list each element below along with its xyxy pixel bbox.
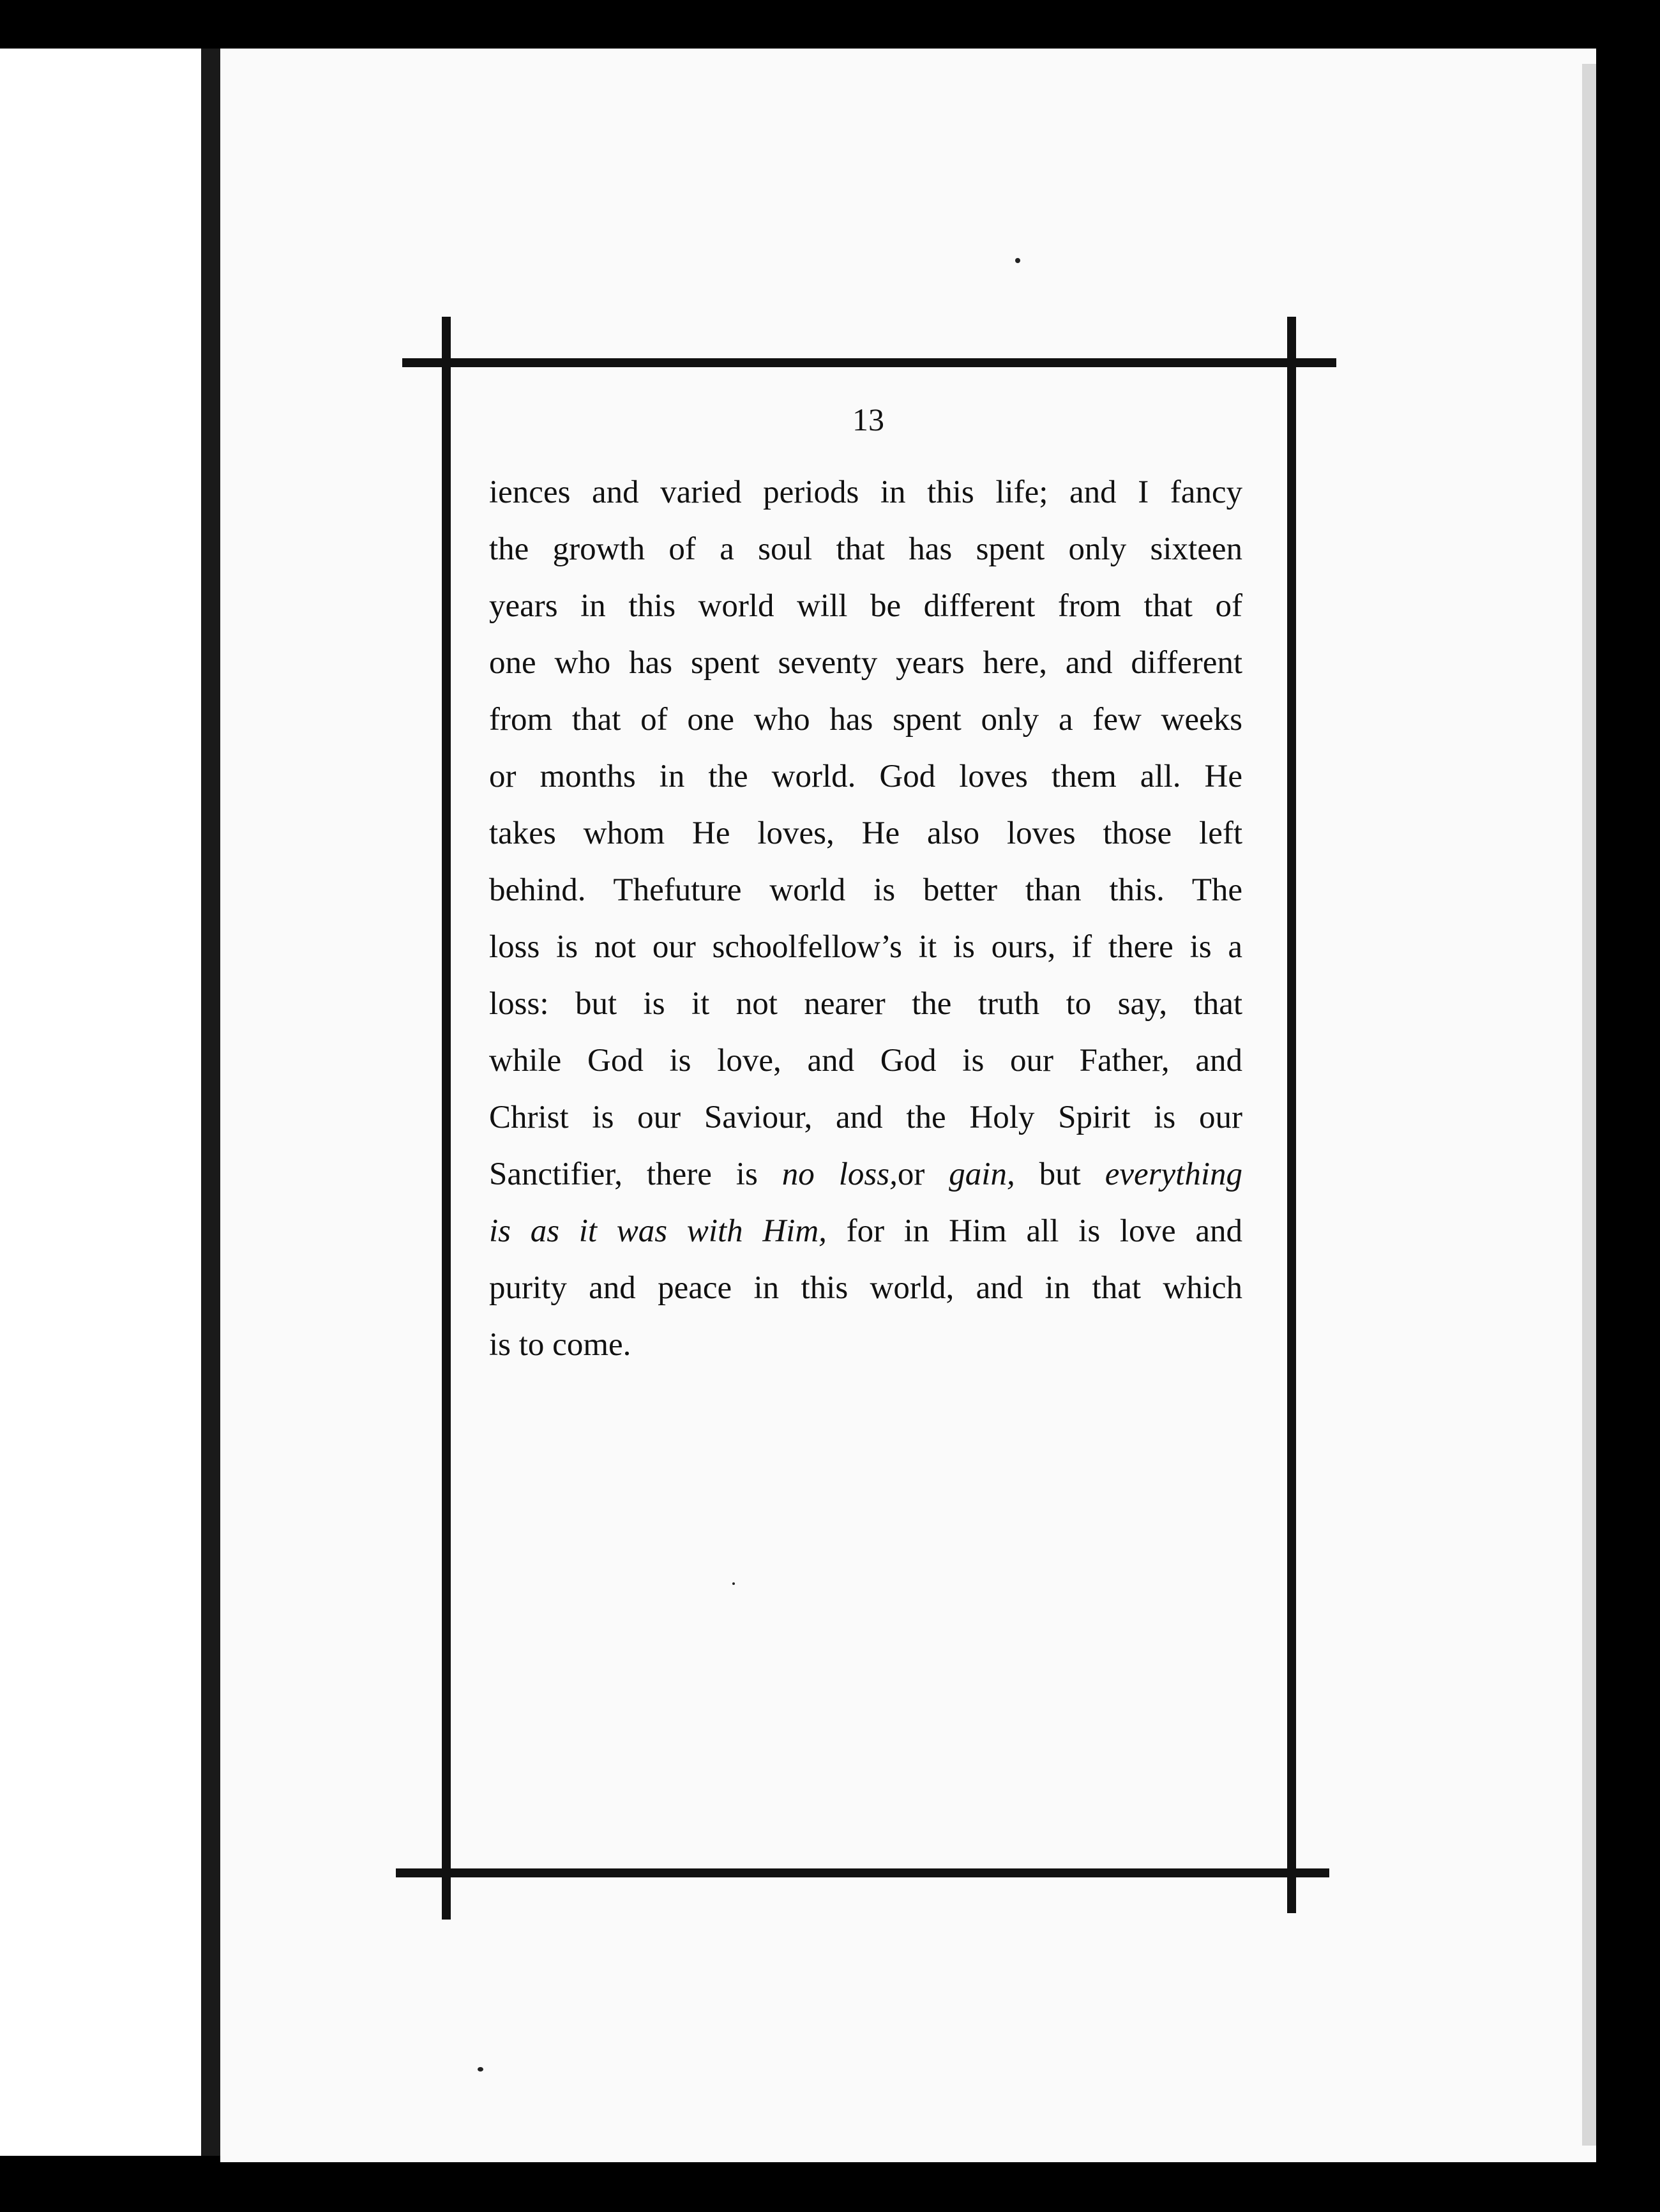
- left-page-margin: [0, 49, 201, 2156]
- page-number: 13: [852, 402, 884, 437]
- italic-phrase: no loss,: [781, 1156, 898, 1192]
- text-line: [489, 919, 1242, 976]
- text-line: [489, 805, 1242, 862]
- frame-rule-bottom: [396, 1868, 1329, 1877]
- print-speck: [732, 1582, 735, 1585]
- print-speck: [1015, 258, 1020, 263]
- frame-rule-left: [442, 317, 451, 1920]
- text-line: [489, 578, 1242, 635]
- text-run: is to come.: [489, 1327, 631, 1363]
- scan-border-right: [1596, 64, 1660, 2171]
- frame-rule-right: [1287, 317, 1296, 1913]
- text-line: [489, 635, 1242, 692]
- binding-edge: [201, 49, 220, 2156]
- text-run: Sanctifier, there is: [489, 1156, 782, 1192]
- text-line: [489, 1033, 1242, 1089]
- text-line: [489, 521, 1242, 578]
- text-line: [489, 692, 1242, 748]
- text-run: one who has spent seventy years here, and different: [489, 645, 1242, 681]
- text-run: while God is love, and God is our Father, and: [489, 1043, 1242, 1079]
- text-line: [489, 1089, 1242, 1146]
- text-run: purity and peace in this world, and in that which: [489, 1270, 1242, 1306]
- text-run: or: [897, 1156, 949, 1192]
- text-run: for in Him all is love and: [826, 1213, 1242, 1249]
- italic-phrase: is as it was with Him,: [489, 1213, 827, 1249]
- text-line: [489, 1317, 1242, 1374]
- text-line: [489, 1146, 1242, 1203]
- text-run: takes whom He loves, He also loves those left: [489, 815, 1242, 851]
- text-line: [489, 862, 1242, 919]
- text-run: the growth of a soul that has spent only sixteen: [489, 531, 1242, 567]
- print-speck: [478, 2067, 483, 2072]
- text-line: [489, 464, 1242, 521]
- text-run: loss is not our schoolfellow’s it is ours, if there is a: [489, 929, 1242, 965]
- text-line: [489, 1203, 1242, 1260]
- text-line: [489, 1260, 1242, 1317]
- text-run: years in this world will be different from that of: [489, 588, 1242, 624]
- italic-phrase: everything: [1105, 1156, 1242, 1192]
- text-run: Christ is our Saviour, and the Holy Spirit is our: [489, 1100, 1242, 1135]
- text-line: [489, 976, 1242, 1033]
- text-run: loss: but is it not nearer the truth to say, that: [489, 986, 1242, 1022]
- text-run: behind. Thefuture world is better than this. The: [489, 872, 1242, 908]
- text-run: from that of one who has spent only a few weeks: [489, 702, 1242, 738]
- frame-rule-top: [402, 358, 1336, 367]
- page-edge-shadow: [1582, 64, 1596, 2146]
- text-run: but: [1015, 1156, 1105, 1192]
- text-line: [489, 748, 1242, 805]
- body-text: [489, 464, 1242, 1374]
- text-run: iences and varied periods in this life; and I fancy: [489, 474, 1242, 510]
- text-run: or months in the world. God loves them all. He: [489, 759, 1242, 794]
- italic-phrase: gain,: [949, 1156, 1015, 1192]
